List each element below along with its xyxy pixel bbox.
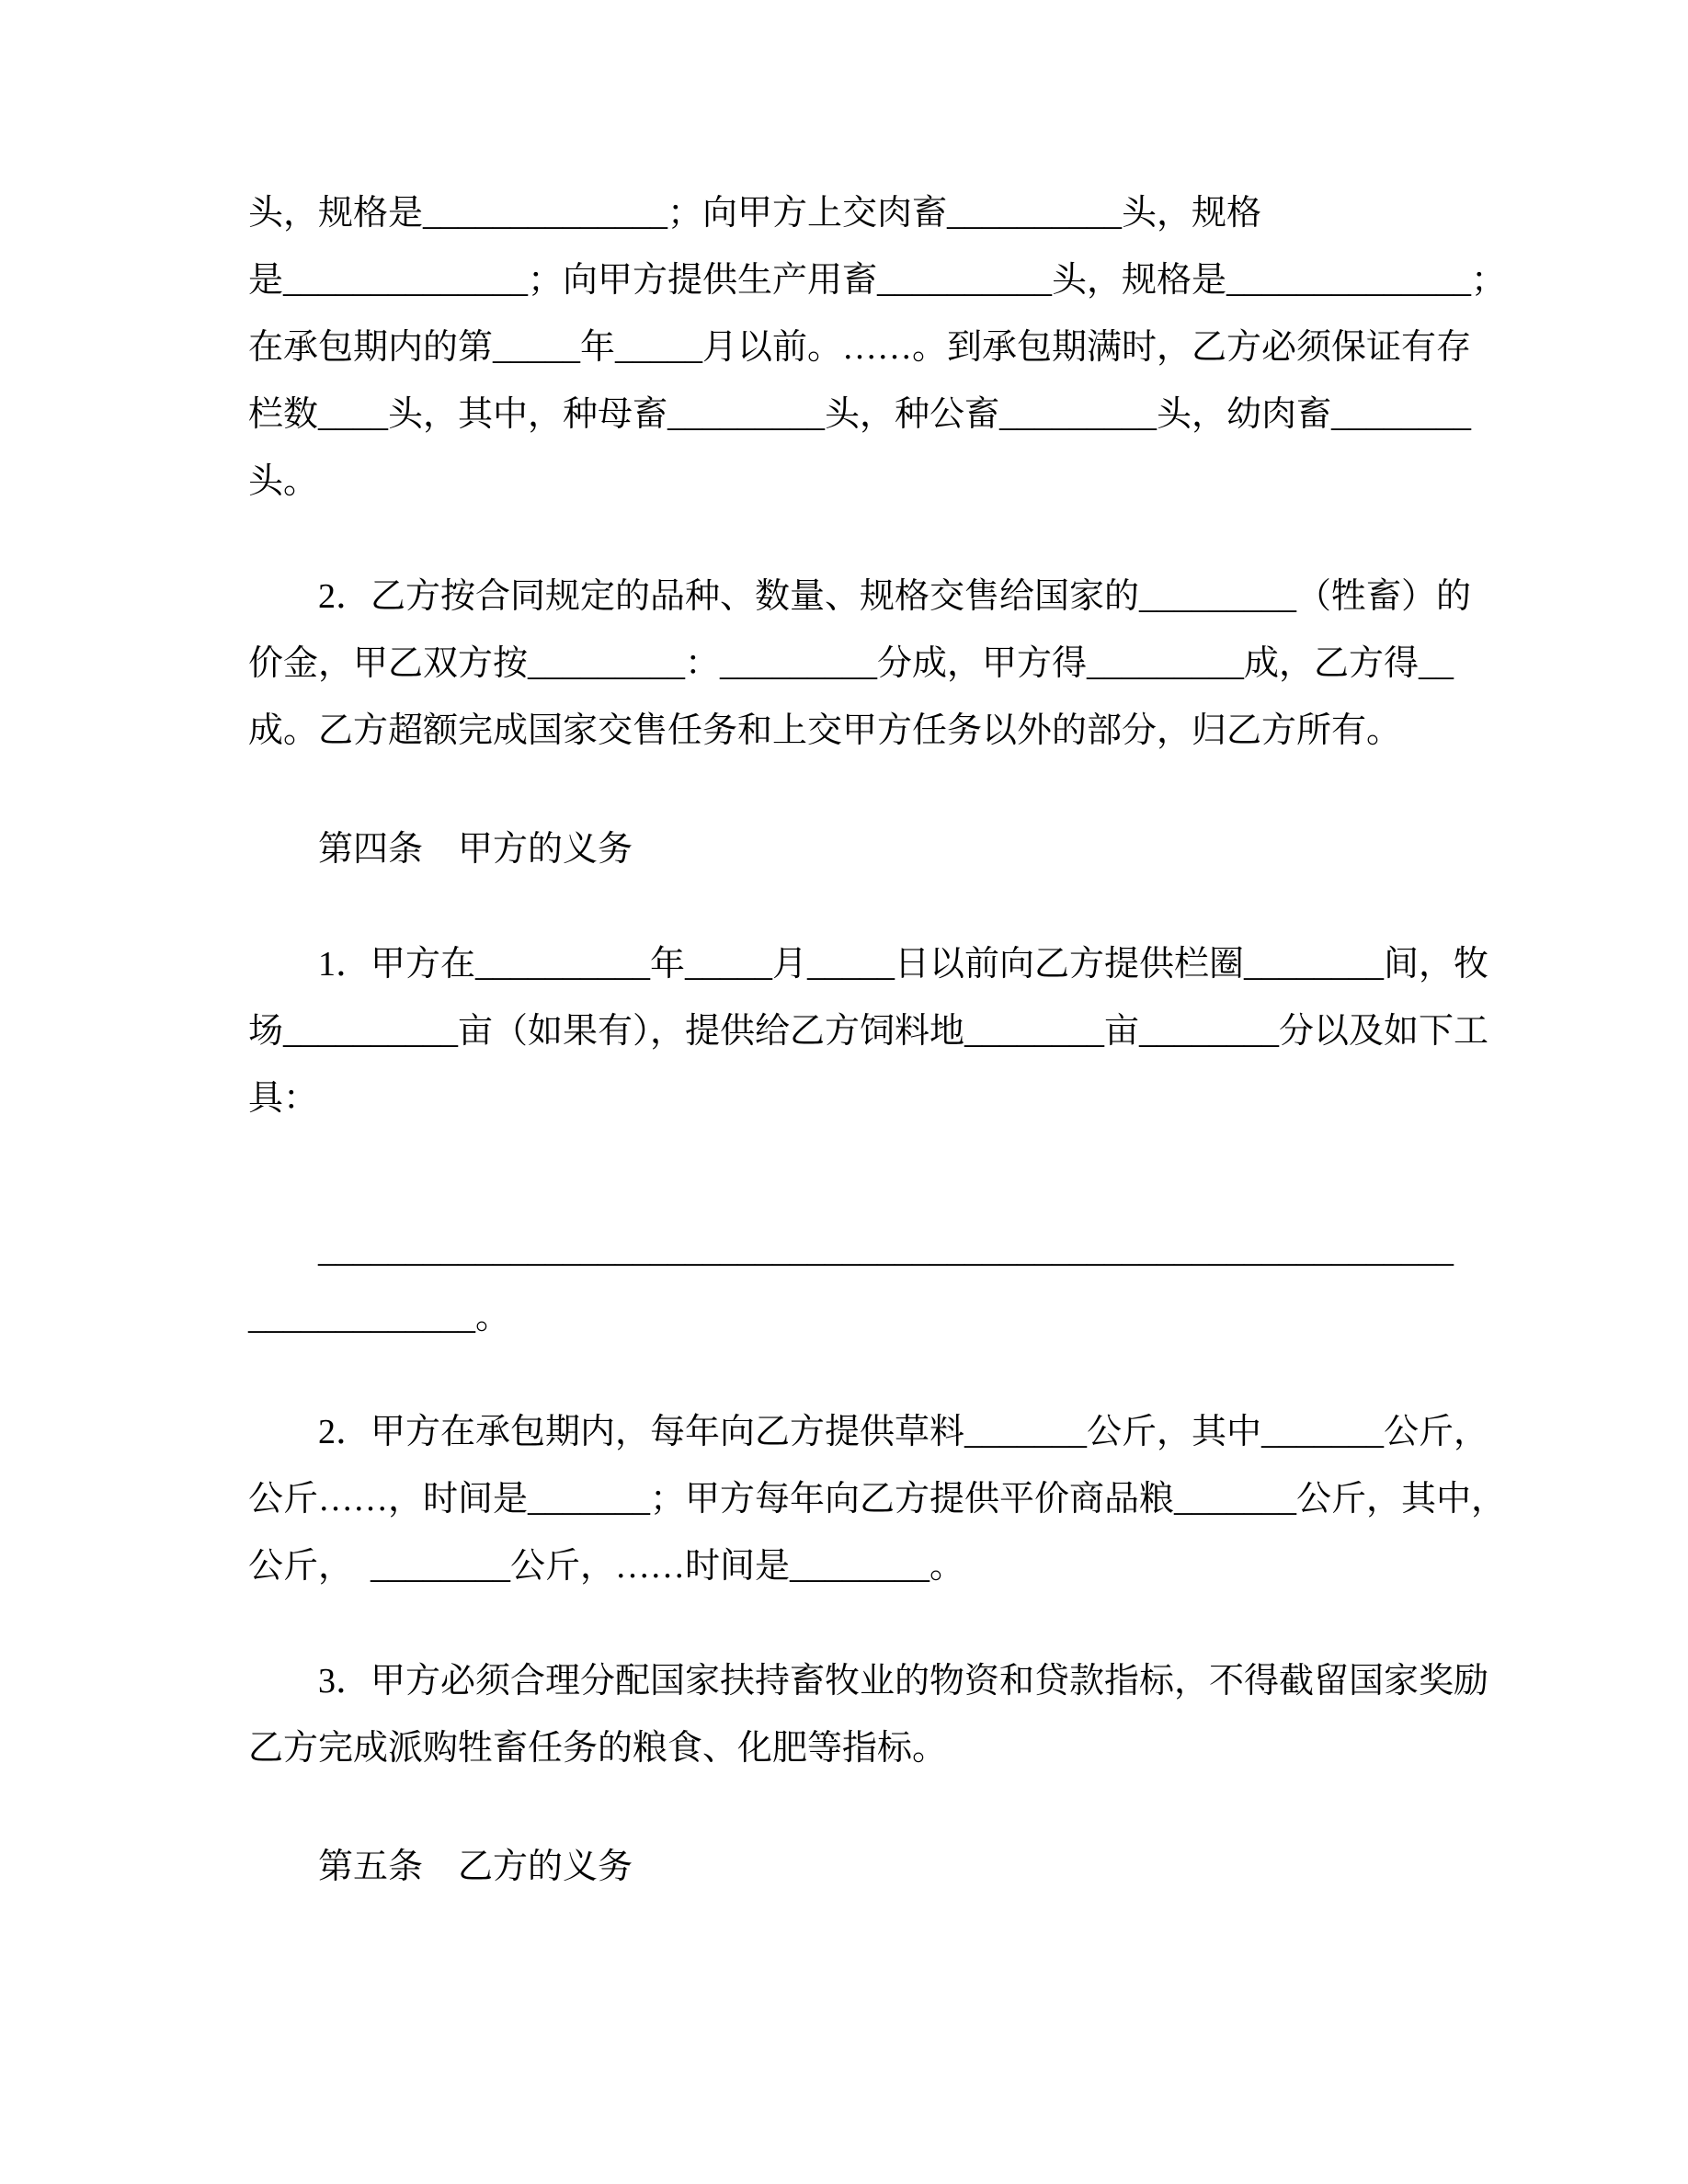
text-line: 3．甲方必须合理分配国家扶持畜牧业的物资和贷款指标，不得截留国家奖励	[318, 1662, 1489, 1701]
text-line: 头，规格是______________；向甲方上交肉畜__________头，规格	[248, 194, 1262, 233]
heading-line: 第五条 乙方的义务	[318, 1848, 633, 1886]
text-line: 在承包期内的第_____年_____月以前。……。到承包期满时，乙方必须保证有存	[248, 328, 1472, 367]
text-line: 具：	[248, 1079, 319, 1118]
text-line: 乙方完成派购牲畜任务的粮食、化肥等指标。	[248, 1729, 948, 1768]
clause-3-item-2-price-split	[248, 563, 1472, 765]
fill-in-blank-tools-list	[248, 1217, 1467, 1351]
heading-article-4	[248, 816, 1467, 883]
article-4-item-2-fodder-grain	[248, 1399, 1507, 1600]
text-line: _________________________________________________________________	[318, 1231, 1454, 1269]
article-4-item-1-facilities	[248, 931, 1489, 1132]
text-line: 公斤……，时间是_______；甲方每年向乙方提供平价商品粮_______公斤，其中，	[248, 1480, 1507, 1519]
text-line: _____________。	[248, 1298, 511, 1337]
text-line: 2．乙方按合同规定的品种、数量、规格交售给国家的_________（牲畜）的	[318, 577, 1472, 616]
text-line: 公斤， ________公斤，……时间是________。	[248, 1547, 965, 1586]
text-line: 是______________；向甲方提供生产用畜__________头，规格是______________；	[248, 261, 1507, 300]
heading-line: 第四条 甲方的义务	[318, 830, 633, 869]
text-line: 头。	[248, 462, 319, 501]
text-line: 栏数____头，其中，种母畜_________头，种公畜_________头，幼肉畜________	[248, 395, 1472, 434]
text-line: 价金，甲乙双方按_________：_________分成，甲方得_________成，乙方得__	[248, 644, 1454, 683]
heading-article-5	[248, 1834, 1467, 1901]
document-body	[248, 180, 1507, 1901]
text-line: 2．甲方在承包期内，每年向乙方提供草料_______公斤，其中_______公斤，	[318, 1413, 1489, 1451]
article-4-item-3-state-support	[248, 1648, 1489, 1782]
clause-3-continued-delivery-terms	[248, 180, 1507, 516]
text-line: 场__________亩（如果有），提供给乙方饲料地________亩________分以及如下工	[248, 1012, 1489, 1051]
text-line: 成。乙方超额完成国家交售任务和上交甲方任务以外的部分，归乙方所有。	[248, 711, 1402, 750]
text-line: 1．甲方在__________年_____月_____日以前向乙方提供栏圈________间，牧	[318, 945, 1489, 984]
